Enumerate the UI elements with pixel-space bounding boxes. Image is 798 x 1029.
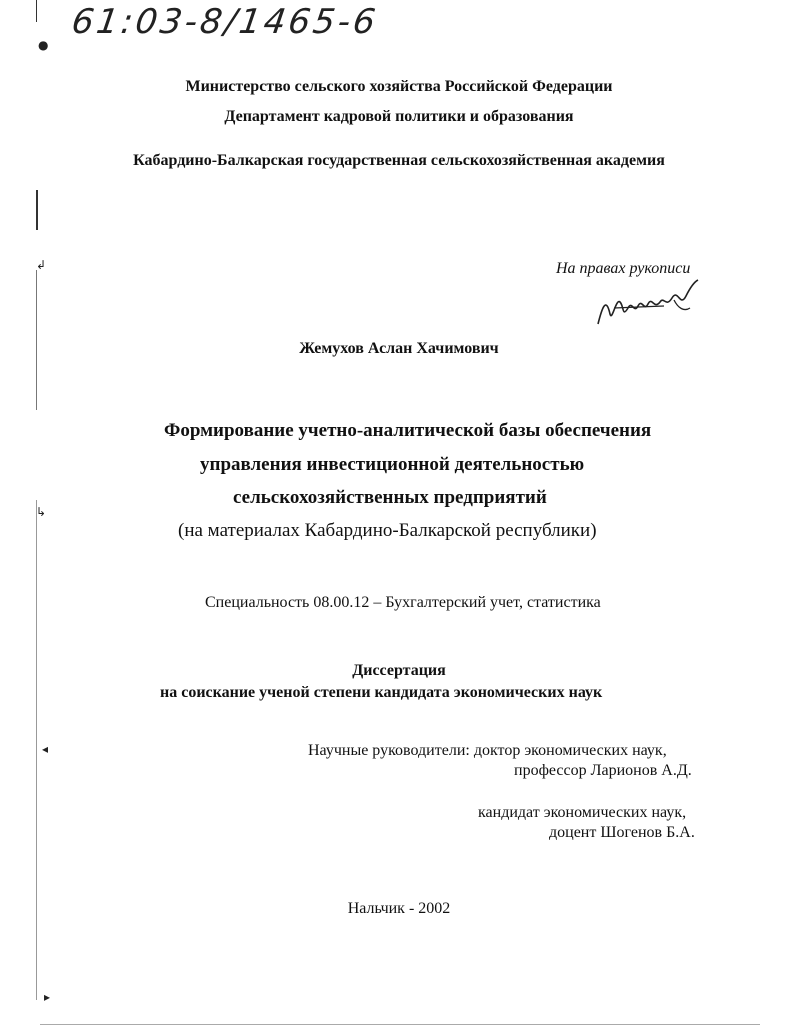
city-year: Нальчик - 2002 [347, 900, 451, 917]
signature-image [594, 278, 704, 330]
scan-margin-line [36, 500, 37, 1000]
scan-margin-line [36, 190, 38, 230]
title-line-2: управления инвестиционной деятельностью [200, 454, 585, 475]
supervisor-2: доцент Шогенов Б.А. [549, 824, 695, 841]
supervisor-2-degree: кандидат экономических наук, [478, 804, 687, 821]
scan-mark-icon: ↲ [36, 258, 47, 272]
scan-bottom-line [40, 1024, 760, 1025]
supervisor-1: профессор Ларионов А.Д. [514, 762, 692, 779]
specialty: Специальность 08.00.12 – Бухгалтерский учет, статистика [205, 594, 601, 611]
degree-description: на соискание ученой степени кандидата экономических наук [160, 684, 603, 701]
scan-mark-icon: ↳ [36, 505, 47, 519]
title-subtitle: (на материалах Кабардино-Балкарской республики) [178, 520, 597, 541]
scan-margin-line [36, 0, 37, 22]
department-name: Департамент кадровой политики и образования [224, 108, 574, 125]
degree-type: Диссертация [352, 662, 446, 679]
manuscript-note: На правах рукописи [556, 260, 691, 277]
author-name: Жемухов Аслан Хачимович [299, 340, 499, 357]
title-line-3: сельскохозяйственных предприятий [233, 487, 547, 508]
title-line-1: Формирование учетно-аналитической базы обеспечения [164, 420, 652, 441]
academy-name: Кабардино-Балкарская государственная сельскохозяйственная академия [133, 152, 665, 169]
supervisors-label: Научные руководители: доктор экономических наук, [308, 742, 667, 759]
archive-code-handwritten: 61:03-8/1465-6 [69, 2, 381, 42]
ministry-name: Министерство сельского хозяйства Российской Федерации [185, 78, 613, 95]
scan-mark-icon: ▸ [44, 990, 51, 1004]
scan-mark-icon: ◂ [42, 742, 49, 756]
scan-mark-icon: ● [38, 38, 49, 52]
